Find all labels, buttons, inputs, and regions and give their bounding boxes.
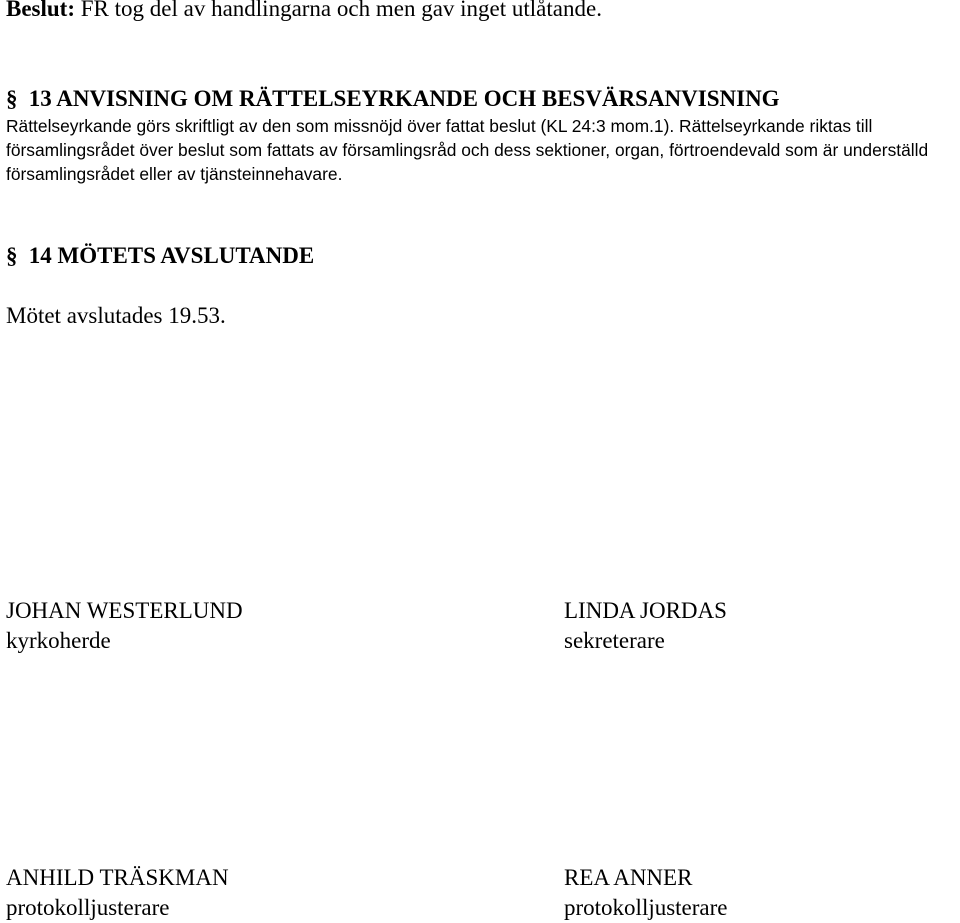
beslut-line: [6, 0, 602, 24]
section-13-title: 13 ANVISNING OM RÄTTELSEYRKANDE OCH BESVÄRSANVISNING: [23, 86, 780, 111]
signature-name: LINDA JORDAS: [564, 598, 727, 623]
section-14-body: Mötet avslutades 19.53.: [6, 303, 226, 328]
section-14-heading: [6, 241, 314, 271]
beslut-label: Beslut:: [6, 0, 75, 21]
section-symbol: §: [6, 86, 18, 111]
signature-block: [6, 596, 243, 656]
signature-role: protokolljusterare: [564, 895, 728, 920]
signature-name: REA ANNER: [564, 865, 693, 890]
section-symbol: §: [6, 243, 18, 268]
signature-role: sekreterare: [564, 628, 665, 653]
section-14-title: 14 MÖTETS AVSLUTANDE: [23, 243, 315, 268]
signature-block: [6, 863, 229, 923]
signature-role: protokolljusterare: [6, 895, 170, 920]
signature-name: ANHILD TRÄSKMAN: [6, 865, 229, 890]
section-13-body: Rättelseyrkande görs skriftligt av den som missnöjd över fattat beslut (KL 24:3 mom.1). Rättelseyrkande riktas till församlingsrådet över beslut som fattats av församlingsråd och dess sektioner, organ, förtroendevald som är underställd församlingsrådet eller av tjänsteinnehavare.: [6, 116, 929, 184]
signature-block: [564, 596, 727, 656]
signature-role: kyrkoherde: [6, 628, 111, 653]
signature-name: JOHAN WESTERLUND: [6, 598, 243, 623]
signature-block: [564, 863, 728, 923]
section-13-heading: [6, 84, 780, 114]
beslut-text: FR tog del av handlingarna och men gav inget utlåtande.: [75, 0, 602, 21]
